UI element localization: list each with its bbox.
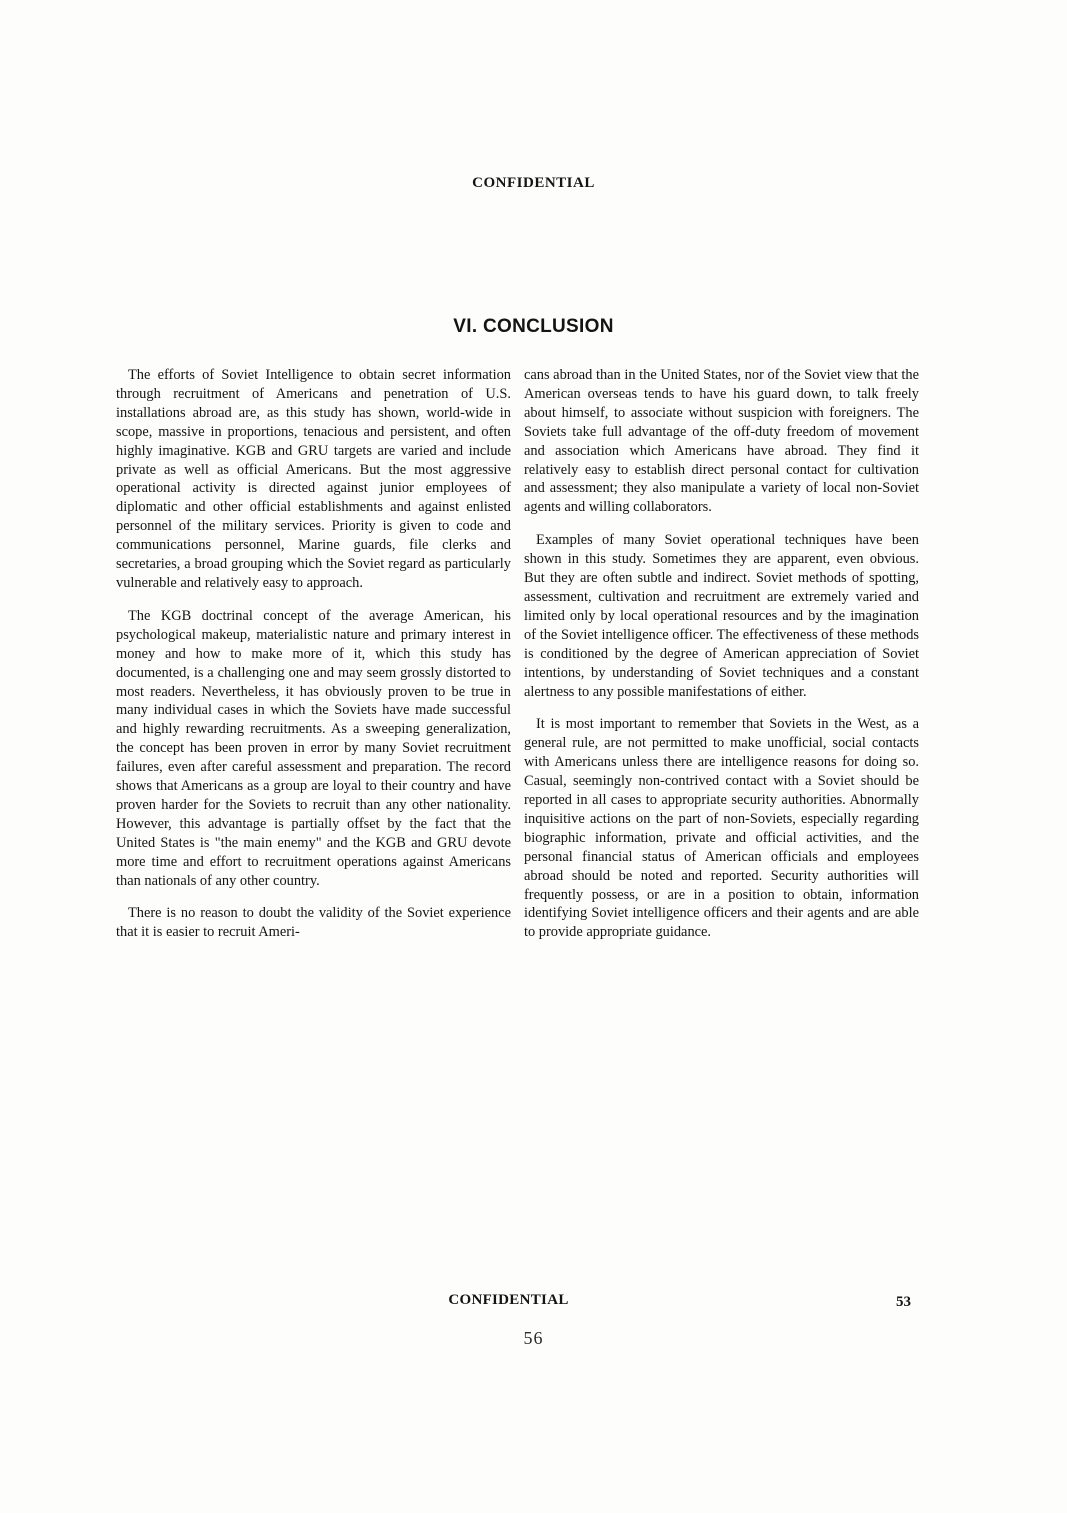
right-column	[524, 366, 919, 956]
paragraph-continued: cans abroad than in the United States, nor of the Soviet view that the American overseas tends to have his guard down, to talk freely about himself, to associate without suspicion with foreigners. The Soviets take full advantage of the off-duty freedom of movement and association which Americans have abroad. They find it relatively easy to establish direct personal contact for cultivation and assessment; they also manipulate a variety of local non-Soviet agents and willing collaborators.	[524, 367, 919, 516]
paragraph: There is no reason to doubt the validity of the Soviet experience that it is easier to recruit Ameri-	[116, 905, 511, 941]
section-title: VI. CONCLUSION	[453, 316, 614, 337]
paragraph: The KGB doctrinal concept of the average American, his psychological makeup, materialistic nature and primary interest in money and how to make more of it, which this study has documented, is a challenging one and may seem grossly distorted to most readers. Nevertheless, it has obviously proven to be true in many individual cases in which the Soviets have made successful and highly rewarding recruitments. As a sweeping generalization, the concept has been proven in error by many Soviet recruitment failures, even after careful assessment and preparation. The record shows that Americans as a group are loyal to their country and have proven harder for the Soviets to recruit than any other nationality. However, this advantage is partially offset by the fact that the United States is "the main enemy" and the KGB and GRU devote more time and effort to recruitment operations against Americans than nationals of any other country.	[116, 607, 511, 889]
printed-page-number: 53	[896, 1294, 911, 1310]
left-column	[116, 366, 511, 956]
paragraph: The efforts of Soviet Intelligence to obtain secret information through recruitment of Americans and penetration of U.S. installations abroad are, as this study has shown, world-wide in scope, massive in proportions, tenacious and persistent, and often highly imaginative. KGB and GRU targets are varied and include private as well as official Americans. But the most aggressive operational activity is directed against junior employees of diplomatic and other official establishments and against enlisted personnel of the military services. Priority is given to code and communications personnel, Marine guards, file clerks and secretaries, a broad grouping which the Soviet regard as particularly vulnerable and relatively easy to approach.	[116, 367, 511, 591]
paragraph: Examples of many Soviet operational techniques have been shown in this study. Sometimes they are apparent, even obvious. But they are often subtle and indirect. Soviet methods of spotting, assessment, cultivation and recruitment are extremely varied and limited only by local operational resources and by the imagination of the Soviet intelligence officer. The effectiveness of these methods is conditioned by the degree of American appreciation of Soviet intentions, by understanding of Soviet techniques and a constant alertness to any possible manifestations of either.	[524, 532, 919, 700]
bottom-classification-marking: CONFIDENTIAL	[448, 1292, 569, 1308]
paragraph: It is most important to remember that Soviets in the West, as a general rule, are not permitted to make unofficial, social contacts with Americans unless there are intelligence reasons for doing so. Casual, seemingly non-contrived contact with a Soviet should be reported in all cases to appropriate security authorities. Abnormally inquisitive actions on the part of non-Soviets, especially regarding biographic information, private and official activities, and the personal financial status of American officials and employees abroad should be noted and reported. Security authorities will frequently possess, or are in a position to obtain, information identifying Soviet intelligence officers and their agents and are able to provide appropriate guidance.	[524, 716, 919, 941]
top-classification-marking: CONFIDENTIAL	[472, 175, 595, 191]
stamped-page-number: 56	[523, 1328, 544, 1348]
